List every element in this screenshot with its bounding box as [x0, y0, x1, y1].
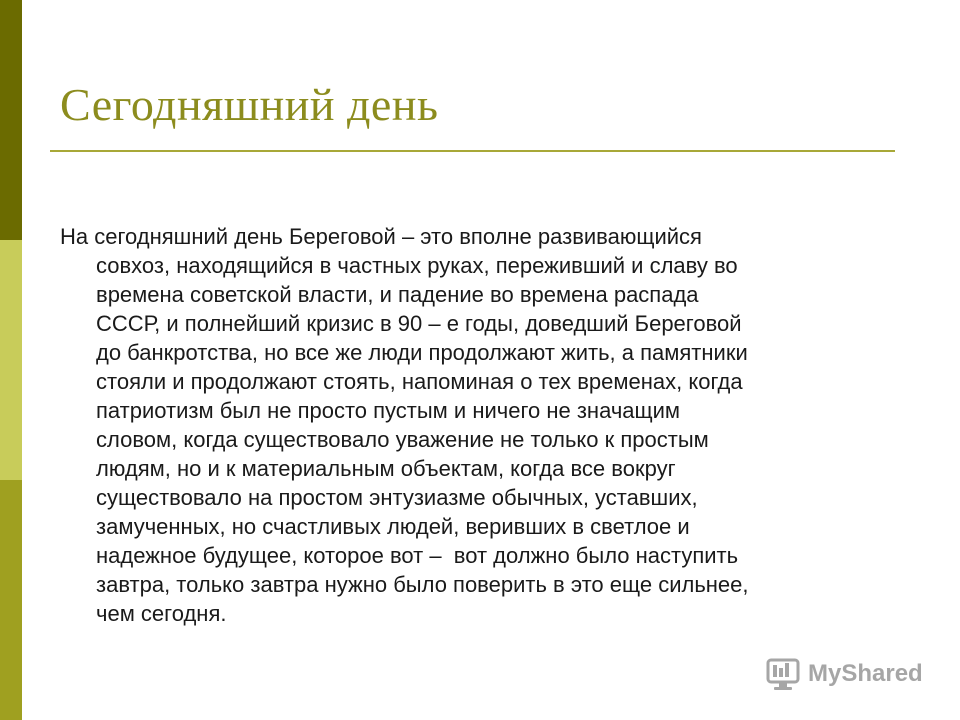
side-band-bottom [0, 480, 22, 720]
watermark-label: MyShared [808, 660, 923, 687]
body-line: СССР, и полнейший кризис в 90 – е годы, доведший Береговой [96, 311, 742, 336]
mayshared-watermark [766, 654, 923, 694]
monitor-icon [766, 657, 802, 691]
body-line: словом, когда существовало уважение не только к простым [96, 427, 709, 452]
side-band-middle [0, 240, 22, 480]
side-band-top [0, 0, 22, 240]
body-line: завтра, только завтра нужно было поверить в это еще сильнее, [96, 572, 749, 597]
title-divider [50, 150, 895, 152]
body-line: На сегодняшний день Береговой – это вполне развивающийся [60, 224, 702, 249]
body-line: стояли и продолжают стоять, напоминая о тех временах, когда [96, 369, 743, 394]
body-line: надежное будущее, которое вот – вот должно было наступить [96, 543, 739, 568]
body-line: чем сегодня. [96, 601, 227, 626]
body-line: до банкротства, но все же люди продолжают жить, а памятники [96, 340, 748, 365]
body-line: патриотизм был не просто пустым и ничего не значащим [96, 398, 681, 423]
body-line: людям, но и к материальным объектам, когда все вокруг [96, 456, 676, 481]
slide-body [60, 222, 910, 628]
body-line: существовало на простом энтузиазме обычных, уставших, [96, 485, 698, 510]
body-line: замученных, но счастливых людей, веривших в светлое и [96, 514, 690, 539]
slide-title: Сегодняшний день [60, 79, 439, 130]
body-line: времена советской власти, и падение во времена распада [96, 282, 699, 307]
body-line: совхоз, находящийся в частных руках, переживший и славу во [96, 253, 738, 278]
